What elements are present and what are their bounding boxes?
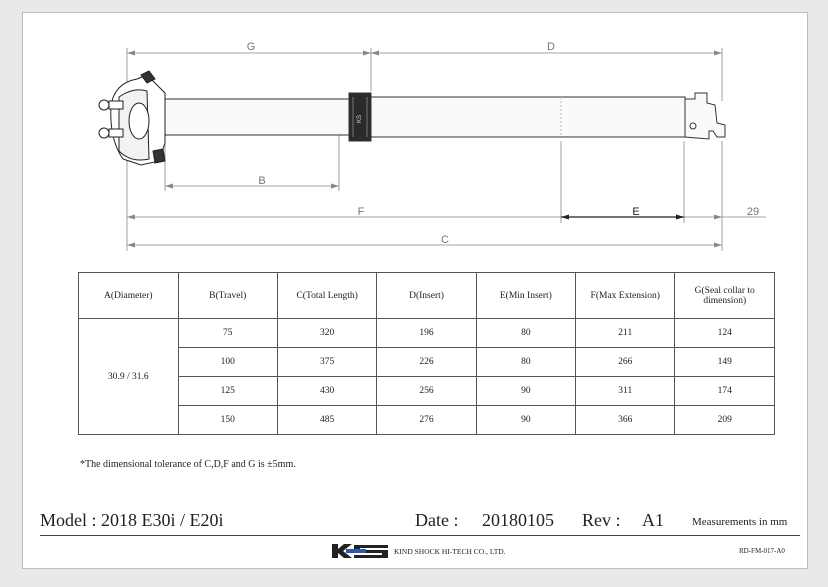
footer-divider <box>40 535 800 536</box>
dimension-seal-collar <box>684 206 766 220</box>
table-cell: 174 <box>675 377 775 406</box>
extension-lines <box>127 48 722 251</box>
column-header: B(Travel) <box>178 273 277 319</box>
table-cell: 75 <box>178 319 277 348</box>
table-cell: 125 <box>178 377 277 406</box>
dimension-g <box>127 41 371 56</box>
table-cell: 149 <box>675 348 775 377</box>
specification-table <box>78 272 775 435</box>
dimension-c <box>127 234 722 248</box>
dim-label-d: D <box>547 41 555 53</box>
dimension-b <box>165 175 339 189</box>
model-text: Model : 2018 E30i / E20i <box>40 510 224 530</box>
column-header: A(Diameter) <box>79 273 179 319</box>
drawing-sheet <box>22 12 808 569</box>
table-cell: 375 <box>277 348 376 377</box>
table-cell: 211 <box>576 319 675 348</box>
column-header: C(Total Length) <box>277 273 376 319</box>
table-cell: 100 <box>178 348 277 377</box>
dim-label-b: B <box>258 175 266 187</box>
dimension-e <box>561 206 684 220</box>
table-cell: 196 <box>377 319 476 348</box>
table-cell: 430 <box>277 377 376 406</box>
dim-label-f: F <box>357 206 365 218</box>
document-code: RD-FM-017-A0 <box>739 547 785 555</box>
tolerance-note: *The dimensional tolerance of C,D,F and G is ±5mm. <box>80 459 296 470</box>
table-cell: 311 <box>576 377 675 406</box>
company-name: KIND SHOCK HI-TECH CO., LTD. <box>394 547 506 556</box>
ks-logo <box>332 543 390 559</box>
table-row <box>79 319 775 348</box>
table-header-row <box>79 273 775 319</box>
upper-stanchion <box>165 99 349 135</box>
lower-tube <box>371 97 685 137</box>
table-row <box>79 348 775 377</box>
dim-label-g: G <box>246 41 256 53</box>
seatpost-technical-drawing <box>23 13 809 263</box>
seatpost-body <box>165 93 725 141</box>
column-header: F(Max Extension) <box>576 273 675 319</box>
table-row <box>79 406 775 435</box>
column-header: D(Insert) <box>377 273 476 319</box>
rev-label: Rev : <box>582 510 621 530</box>
title-block <box>40 510 800 536</box>
date-value: 20180105 <box>482 510 554 530</box>
units-note: Measurements in mm <box>692 516 788 528</box>
table-cell: 256 <box>377 377 476 406</box>
date-label: Date : <box>415 510 459 530</box>
dim-label-c: C <box>441 234 449 246</box>
table-cell: 80 <box>476 348 575 377</box>
table-cell: 124 <box>675 319 775 348</box>
post-logo: KS <box>357 114 363 124</box>
table-cell: 266 <box>576 348 675 377</box>
dimension-d <box>371 41 722 56</box>
table-cell: 90 <box>476 377 575 406</box>
table-cell: 80 <box>476 319 575 348</box>
table-cell: 209 <box>675 406 775 435</box>
table-cell: 485 <box>277 406 376 435</box>
table-cell: 320 <box>277 319 376 348</box>
table-row <box>79 377 775 406</box>
column-header: E(Min Insert) <box>476 273 575 319</box>
actuator-end <box>685 93 725 139</box>
column-header: G(Seal collar to dimension) <box>675 273 775 319</box>
diameter-cell: 30.9 / 31.6 <box>79 319 179 435</box>
table-cell: 276 <box>377 406 476 435</box>
table-cell: 90 <box>476 406 575 435</box>
dim-label-29: 29 <box>746 206 760 218</box>
table-cell: 226 <box>377 348 476 377</box>
dim-label-e: E <box>632 206 640 218</box>
rev-value: A1 <box>642 510 664 530</box>
table-cell: 366 <box>576 406 675 435</box>
table-cell: 150 <box>178 406 277 435</box>
saddle-clamp-head <box>99 71 165 165</box>
